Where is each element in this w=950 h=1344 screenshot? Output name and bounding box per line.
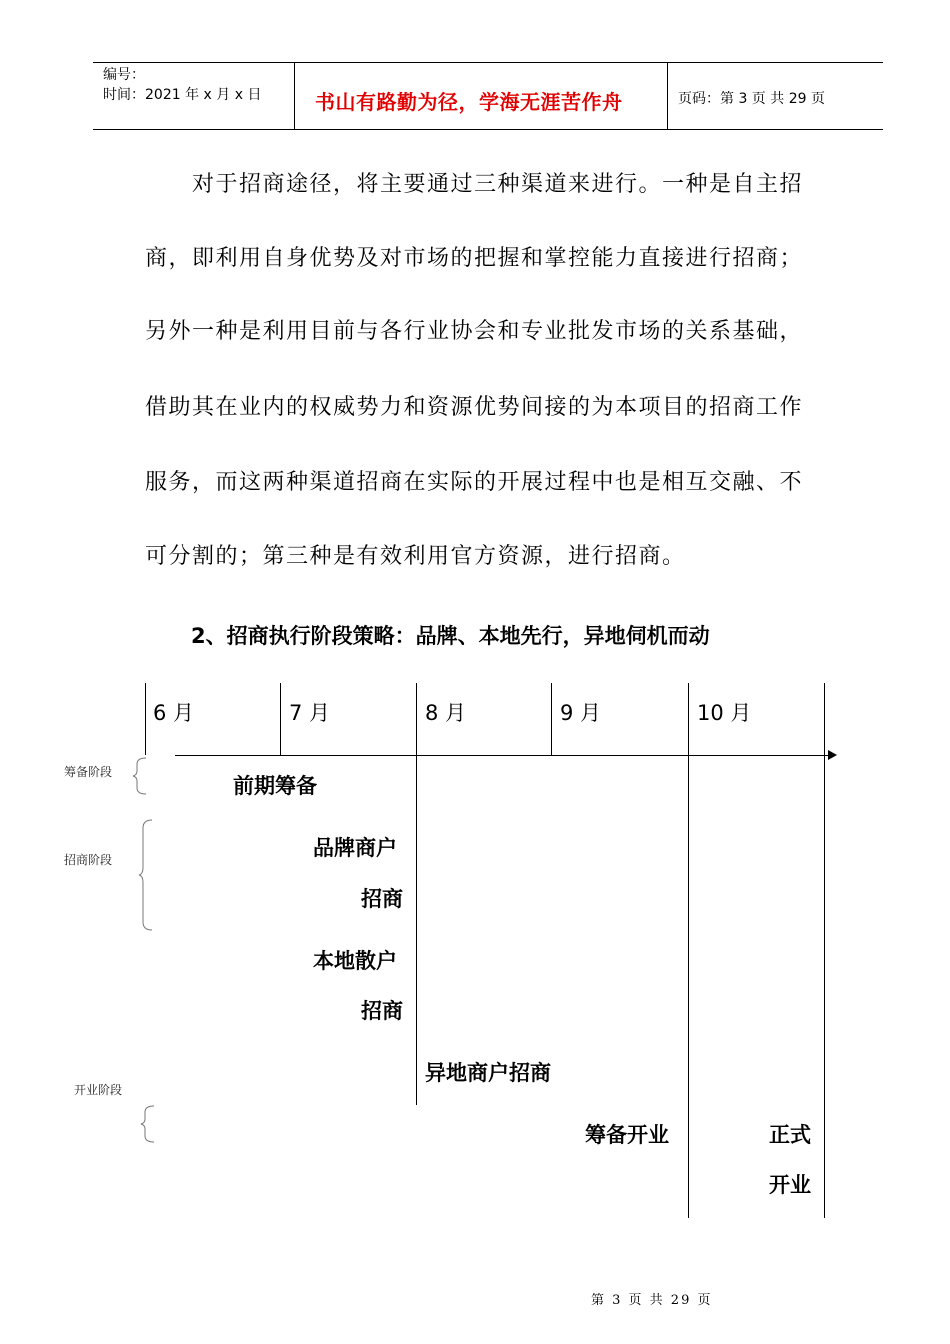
time-axis	[175, 755, 828, 756]
stage-label-prep: 筹备阶段	[64, 765, 113, 779]
header-page-label: 页码：第 3 页 共 29 页	[678, 91, 825, 107]
paragraph-line: 另外一种是利用目前与各行业协会和专业批发市场的关系基础，	[145, 319, 804, 344]
page-footer: 第 3 页 共 29 页	[591, 1293, 713, 1308]
stage-label-opening: 开业阶段	[74, 1083, 123, 1097]
header-bottom-rule	[93, 129, 883, 130]
header-motto: 书山有路勤为径，学海无涯苦作舟	[315, 90, 623, 114]
brace-icon	[136, 818, 156, 932]
month-divider	[824, 683, 825, 1218]
task-remote: 异地商户招商	[425, 1061, 551, 1085]
task-brand-line2: 招商	[361, 887, 403, 911]
header-divider-1	[294, 62, 295, 130]
time-axis-arrow-icon	[828, 750, 837, 760]
month-divider	[280, 683, 281, 755]
month-divider	[688, 683, 689, 1218]
brace-icon	[138, 1104, 158, 1144]
brace-icon	[130, 756, 150, 796]
task-opening-line2: 开业	[769, 1173, 811, 1197]
task-local-line2: 招商	[361, 999, 403, 1023]
header-top-rule	[93, 62, 883, 63]
section-heading: 2、招商执行阶段策略：品牌、本地先行，异地伺机而动	[191, 624, 710, 648]
task-opening-line1: 正式	[769, 1123, 811, 1147]
paragraph-line: 对于招商途径，将主要通过三种渠道来进行。一种是自主招	[192, 172, 804, 197]
month-label: 9 月	[560, 701, 602, 725]
month-label: 10 月	[697, 701, 752, 725]
header-divider-2	[667, 62, 668, 130]
header-code-label: 编号：	[103, 67, 145, 83]
paragraph-line: 可分割的；第三种是有效利用官方资源，进行招商。	[145, 544, 686, 569]
task-prep: 前期筹备	[233, 774, 317, 798]
task-brand-line1: 品牌商户	[313, 836, 397, 860]
month-label: 7 月	[289, 701, 331, 725]
month-label: 8 月	[425, 701, 467, 725]
task-local-line1: 本地散户	[313, 949, 397, 973]
paragraph-line: 借助其在业内的权威势力和资源优势间接的为本项目的招商工作	[145, 395, 804, 420]
paragraph-line: 商，即利用自身优势及对市场的把握和掌控能力直接进行招商；	[145, 246, 804, 271]
task-opening-prep: 筹备开业	[585, 1123, 669, 1147]
paragraph-line: 服务，而这两种渠道招商在实际的开展过程中也是相互交融、不	[145, 470, 804, 495]
header-time-label: 时间：2021 年 x 月 x 日	[103, 87, 262, 103]
month-divider	[145, 683, 146, 755]
month-divider	[551, 683, 552, 755]
stage-label-invest: 招商阶段	[64, 853, 113, 867]
month-label: 6 月	[153, 701, 195, 725]
month-divider	[416, 683, 417, 1105]
